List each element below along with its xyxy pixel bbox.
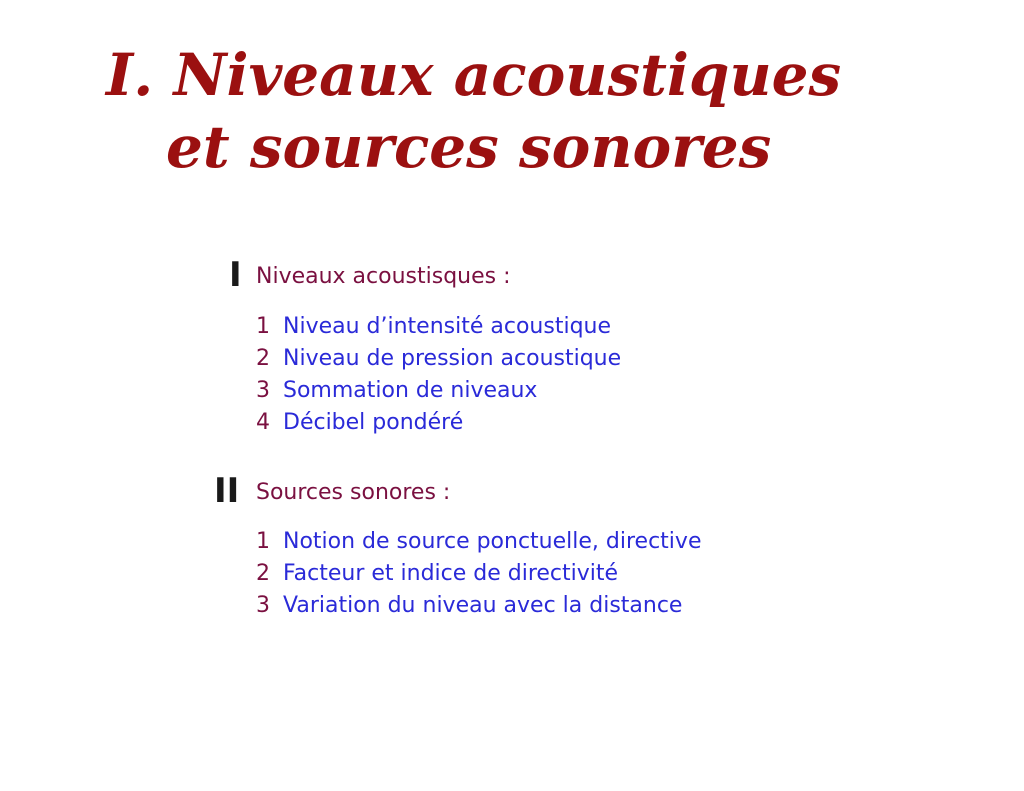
item-text: Décibel pondéré	[283, 410, 464, 435]
section-2-list	[256, 526, 701, 622]
section-1-numeral: I	[229, 255, 242, 295]
section-1-list	[256, 311, 621, 439]
item-text: Variation du niveau avec la distance	[283, 593, 683, 618]
item-number: 1	[256, 314, 270, 339]
item-number: 2	[256, 561, 270, 586]
item-number: 1	[256, 529, 270, 554]
section-1-heading: Niveaux acoustisques :	[256, 264, 511, 289]
item-number: 3	[256, 378, 270, 403]
page-title-line-2: et sources sonores	[166, 113, 772, 181]
section-2-numeral: II	[214, 471, 240, 511]
item-text: Facteur et indice de directivité	[283, 561, 619, 586]
item-number: 3	[256, 593, 270, 618]
list-item	[256, 407, 621, 439]
list-item	[256, 590, 701, 622]
item-text: Niveau de pression acoustique	[283, 346, 622, 371]
list-item	[256, 343, 621, 375]
list-item	[256, 526, 701, 558]
list-item	[256, 558, 701, 590]
item-number: 2	[256, 346, 270, 371]
item-text: Sommation de niveaux	[283, 378, 538, 403]
item-number: 4	[256, 410, 270, 435]
page-title-line-1: I. Niveaux acoustiques	[106, 41, 842, 109]
list-item	[256, 311, 621, 343]
item-text: Notion de source ponctuelle, directive	[283, 529, 702, 554]
list-item	[256, 375, 621, 407]
item-text: Niveau d’intensité acoustique	[283, 314, 612, 339]
section-2-heading: Sources sonores :	[256, 480, 451, 505]
